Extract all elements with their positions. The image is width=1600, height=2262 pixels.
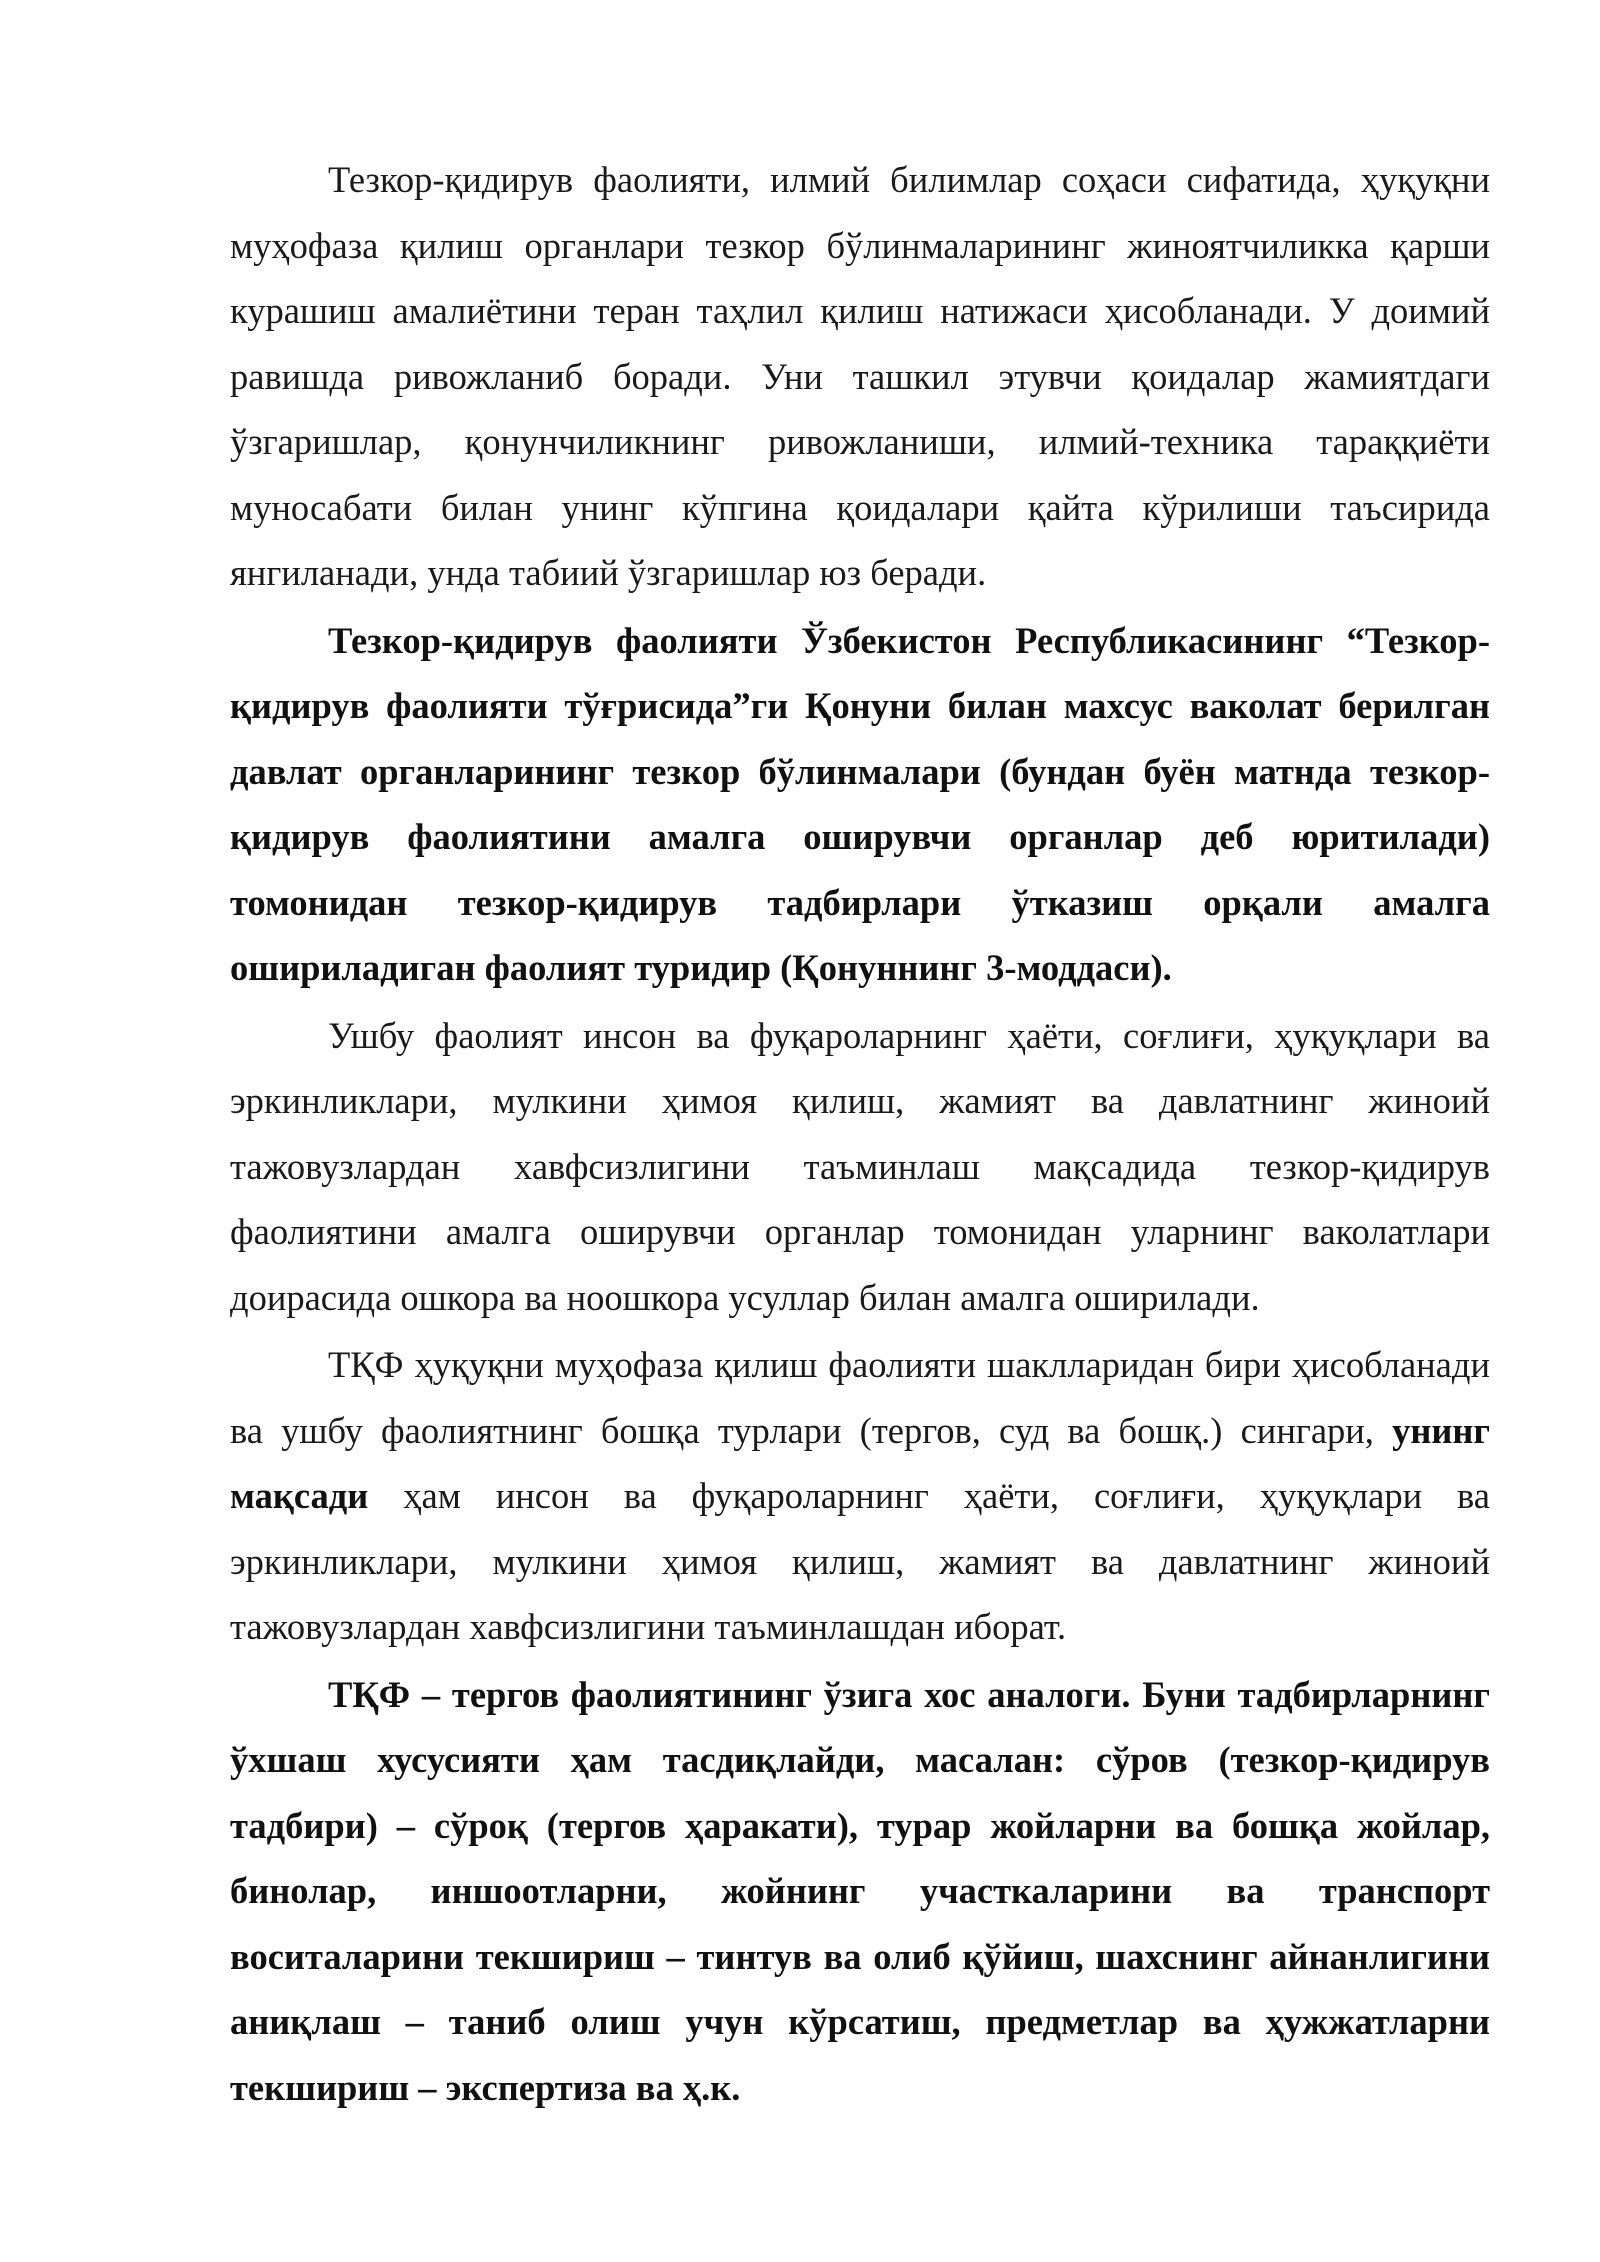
- paragraph-4-start: ТҚФ ҳуқуқни муҳофаза қилиш фаолияти шаклларидан бири ҳисобланади ва ушбу фаолиятнинг бошқа турлари (тергов, суд ва бошқ.) сингари,: [230, 1344, 1490, 1451]
- paragraph-4: [230, 1332, 1490, 1660]
- paragraph-4-emphasis: унинг мақсади: [230, 1409, 1490, 1516]
- paragraph-3: Ушбу фаолият инсон ва фуқароларнинг ҳаёти, соғлиғи, ҳуқуқлари ва эркинликлари, мулкини ҳимоя қилиш, жамият ва давлатнинг жиноий тажовузлардан хавфсизлигини таъминлаш мақсадида тезкор-қидирув фаолиятини амалга оширувчи органлар томонидан уларнинг ваколатлари доирасида ошкора ва ноошкора усуллар билан амалга оширилади.: [230, 1014, 1490, 1318]
- paragraph-5-bold: ТҚФ – тергов фаолиятининг ўзига хос аналоги. Буни тадбирларнинг ўхшаш хусусияти ҳам тасдиқлайди, масалан: сўров (тезкор-қидирув тадбири) – сўроқ (тергов ҳаракати), турар жойларни ва бошқа жойлар, бинолар, иншоотларни, жойнинг участкаларини ва транспорт воситаларини текшириш – тинтув ва олиб қўйиш, шахснинг айнанлигини аниқлаш – таниб олиш учун кўрсатиш, предметлар ва ҳужжатларни текшириш – экспертиза ва ҳ.к.: [230, 1673, 1490, 2108]
- paragraph-4-end: ҳам инсон ва фуқароларнинг ҳаёти, соғлиғи, ҳуқуқлари ва эркинликлари, мулкини ҳимоя қилиш, жамият ва давлатнинг жиноий тажовузлардан хавфсизлигини таъминлашдан иборат.: [230, 1475, 1491, 1647]
- paragraph-1: Тезкор-қидирув фаолияти, илмий билимлар соҳаси сифатида, ҳуқуқни муҳофаза қилиш органлари тезкор бўлинмаларининг жиноятчиликка қарши курашиш амалиётини теран таҳлил қилиш натижаси ҳисобланади. У доимий равишда ривожланиб боради. Уни ташкил этувчи қоидалар жамиятдаги ўзгаришлар, қонунчиликнинг ривожланиши, илмий-техника тараққиёти муносабати билан унинг кўпгина қоидалари қайта кўрилиши таъсирида янгиланади, унда табиий ўзгаришлар юз беради.: [230, 159, 1490, 593]
- paragraph-2-bold: Тезкор-қидирув фаолияти Ўзбекистон Республикасининг “Тезкор-қидирув фаолияти тўғрисида”ги Қонуни билан махсус ваколат берилган давлат органларининг тезкор бўлинмалари (бундан буён матнда тезкор-қидирув фаолиятини амалга оширувчи органлар деб юритилади) томонидан тезкор-қидирув тадбирлари ўтказиш орқали амалга ошириладиган фаолият туридир (Қонуннинг 3-моддаси).: [230, 619, 1490, 988]
- document-body: [230, 147, 1490, 2122]
